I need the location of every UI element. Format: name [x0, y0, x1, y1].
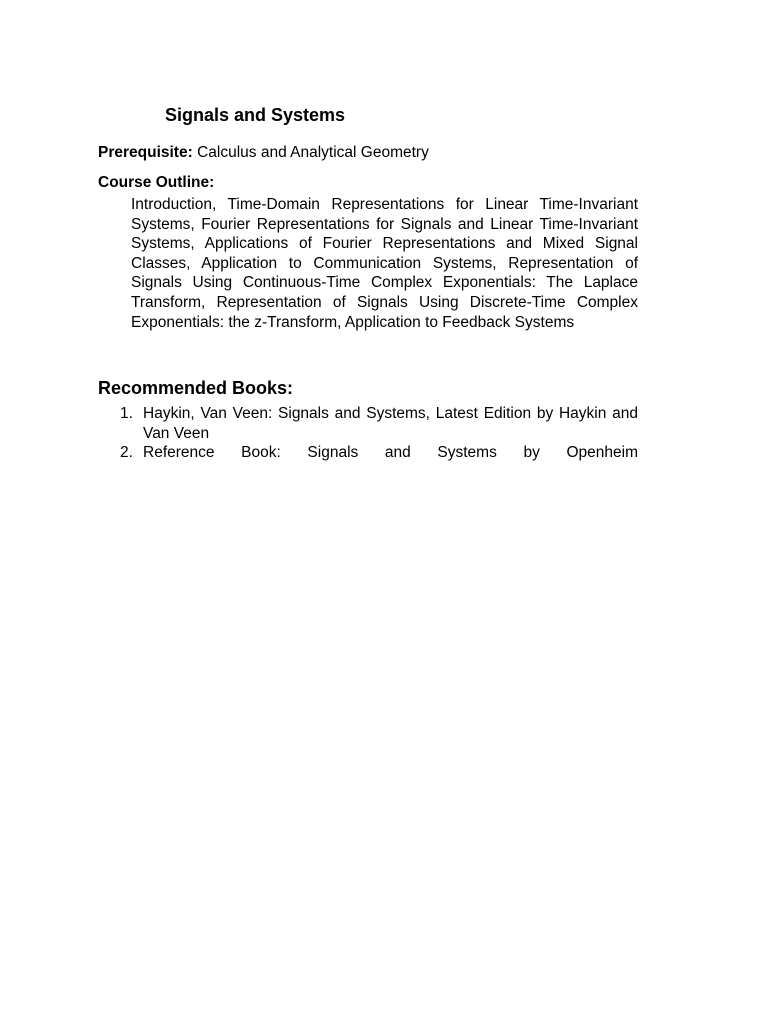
list-item	[98, 404, 638, 443]
recommended-books-list	[98, 404, 638, 463]
course-outline-text: Introduction, Time-Domain Representations for Linear Time-Invariant Systems, Fourier Representations for Signals and Linear Time-Invariant Systems, Applications of Fourier Representations and Mixed Signal Classes, Application to Communication Systems, Representation of Signals Using Continuous-Time Complex Exponentials: The Laplace Transform, Representation of Signals Using Discrete-Time Complex Exponentials: the z-Transform, Application to Feedback Systems	[131, 196, 638, 331]
list-item-text: Haykin, Van Veen: Signals and Systems, Latest Edition by Haykin and Van Veen	[143, 405, 638, 442]
prerequisite-line	[98, 143, 429, 162]
prerequisite-label: Prerequisite:	[98, 144, 193, 161]
course-outline-heading: Course Outline:	[98, 174, 215, 191]
prerequisite-value: Calculus and Analytical Geometry	[197, 144, 429, 161]
recommended-books-heading: Recommended Books:	[98, 378, 294, 398]
list-item	[98, 443, 638, 463]
list-item-text: Reference Book: Signals and Systems by Openheim	[143, 444, 638, 462]
list-item-number: 2.	[120, 444, 133, 462]
document-title: Signals and Systems	[165, 105, 346, 125]
list-item-number: 1.	[120, 405, 133, 422]
